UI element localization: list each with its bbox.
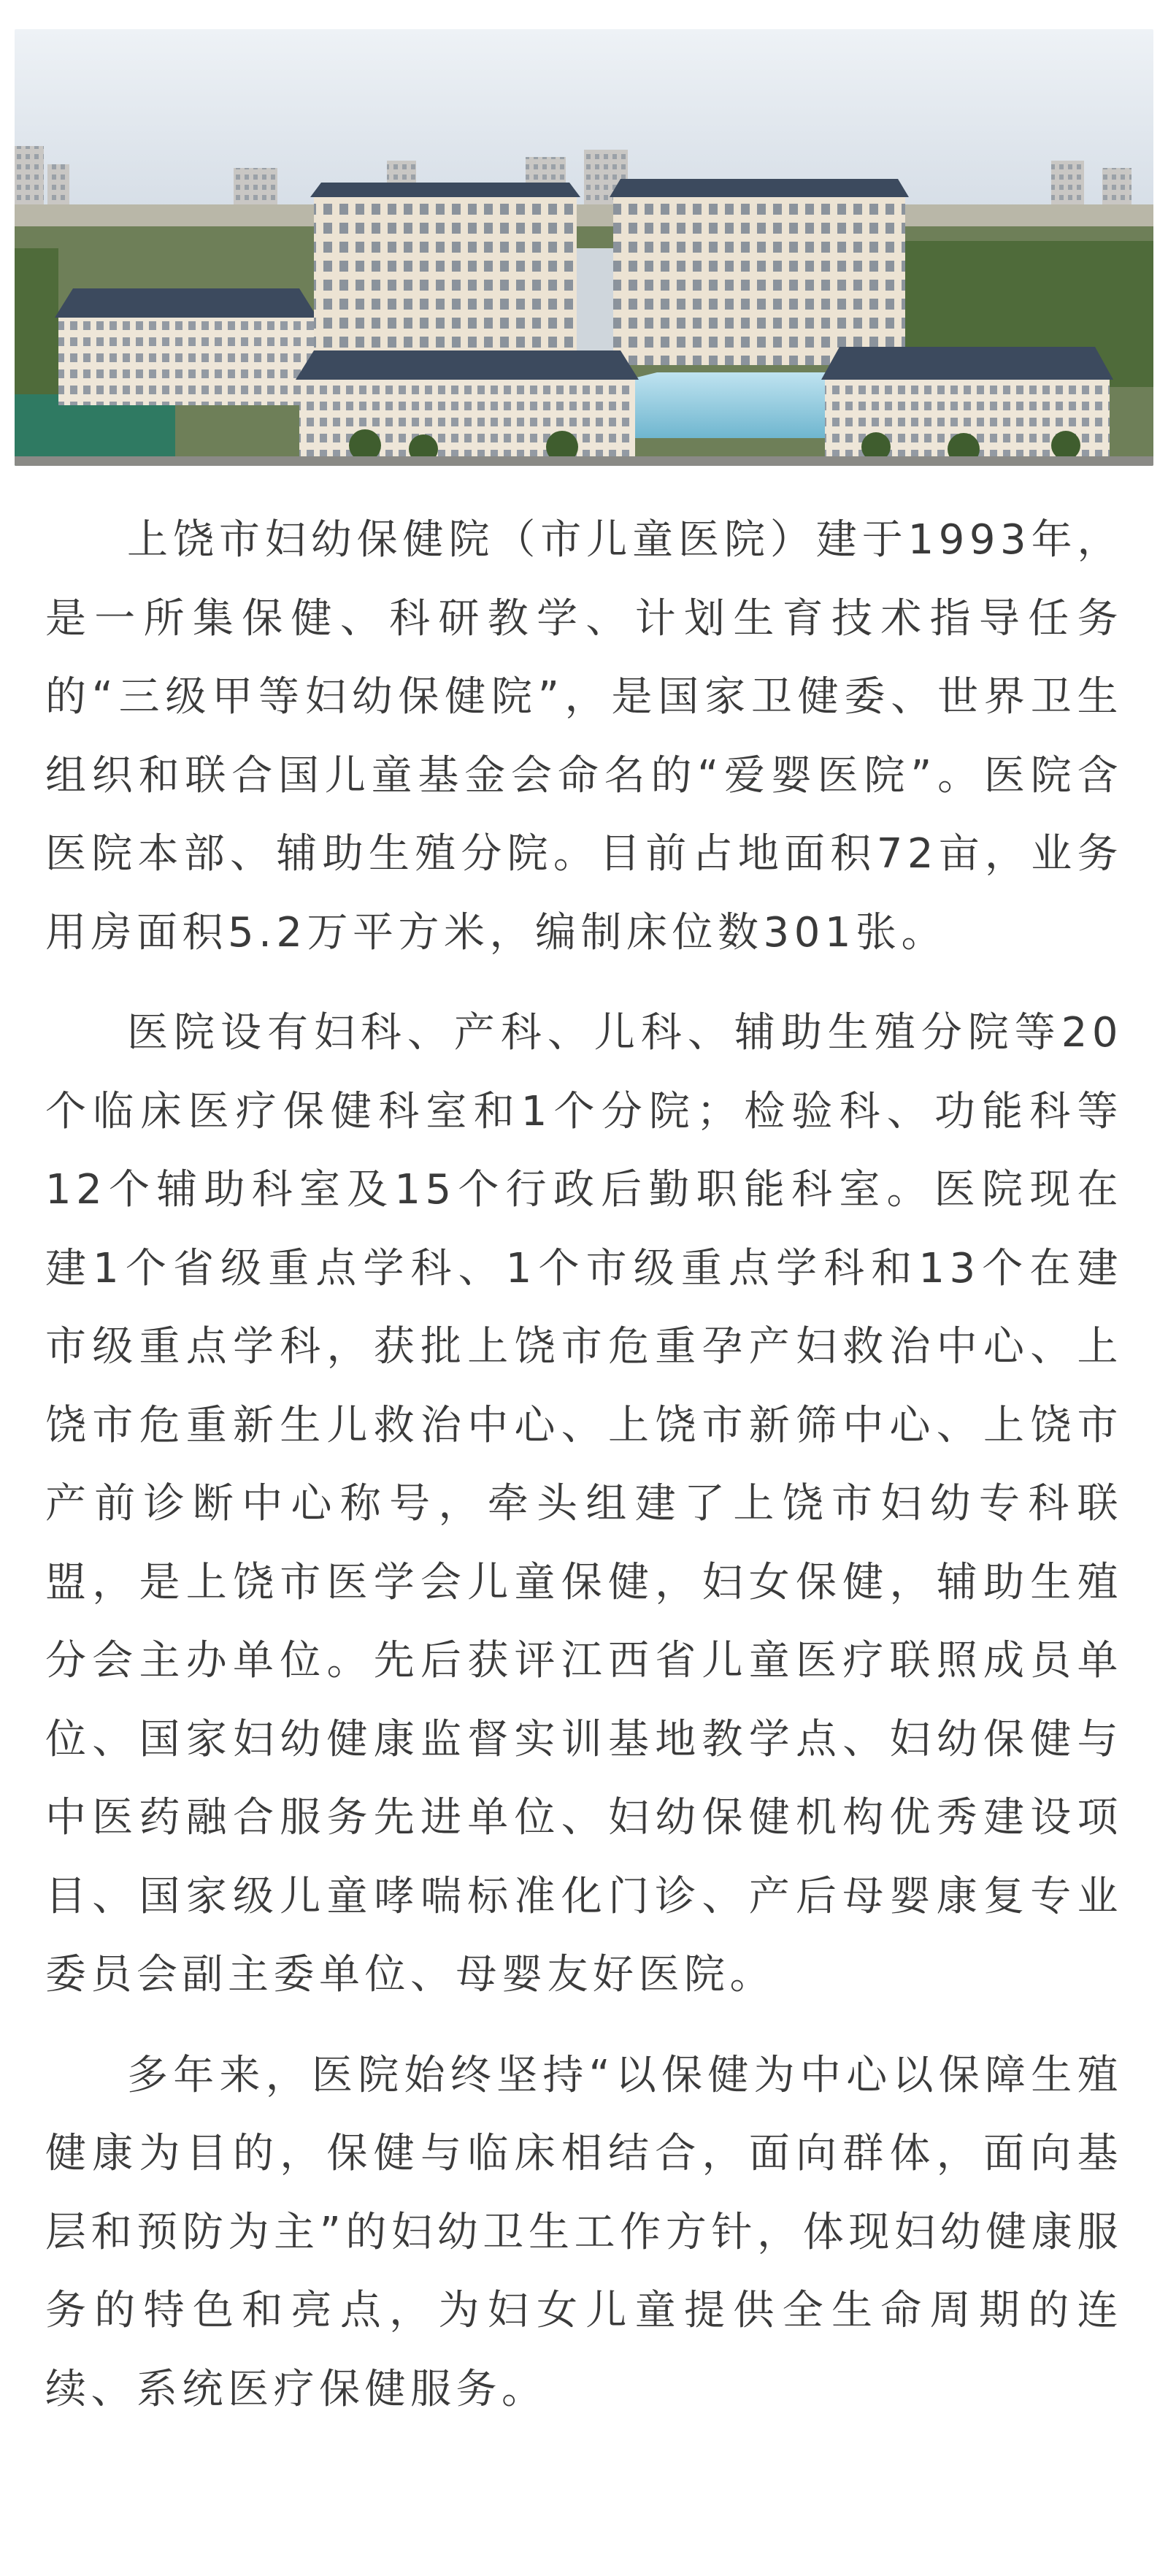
trees-left	[15, 248, 58, 394]
hospital-aerial-photo	[15, 29, 1153, 466]
paragraph-mission: 多年来，医院始终坚持“以保健为中心以保障生殖健康为目的，保健与临床相结合，面向群体，面向基层和预防为主”的妇幼卫生工作方针，体现妇幼健康服务的特色和亮点，为妇女儿童提供全生命周期的连续、系统医疗保健服务。	[45, 2051, 1123, 2413]
hospital-illustration	[15, 29, 1153, 466]
hospital-introduction-article	[45, 501, 1123, 2450]
front-left-building	[296, 350, 639, 456]
left-wing-building	[55, 288, 318, 405]
main-tower-right	[610, 179, 909, 365]
connector	[577, 248, 613, 365]
road	[15, 456, 1153, 466]
paragraph-history: 上饶市妇幼保健院（市儿童医院）建于1993年，是一所集保健、科研教学、计划生育技术指导任务的“三级甲等妇幼保健院”，是国家卫健委、世界卫生组织和联合国儿童基金会命名的“爱婴医院”。医院含医院本部、辅助生殖分院。目前占地面积72亩，业务用房面积5.2万平方米，编制床位数301张。	[45, 516, 1123, 957]
main-tower-left	[310, 183, 580, 365]
paragraph-departments: 医院设有妇科、产科、儿科、辅助生殖分院等20个临床医疗保健科室和1个分院；检验科、功能科等12个辅助科室及15个行政后勤职能科室。医院现在建1个省级重点学科、1个市级重点学科和13个在建市级重点学科，获批上饶市危重孕产妇救治中心、上饶市危重新生儿救治中心、上饶市新筛中心、上饶市产前诊断中心称号，牵头组建了上饶市妇幼专科联盟，是上饶市医学会儿童保健，妇女保健，辅助生殖分会主办单位。先后获评江西省儿童医疗联照成员单位、国家妇幼健康监督实训基地教学点、妇幼保健与中医药融合服务先进单位、妇幼保健机构优秀建设项目、国家级儿童哮喘标准化门诊、产后母婴康复专业委员会副主委单位、母婴友好医院。	[45, 1009, 1123, 1998]
